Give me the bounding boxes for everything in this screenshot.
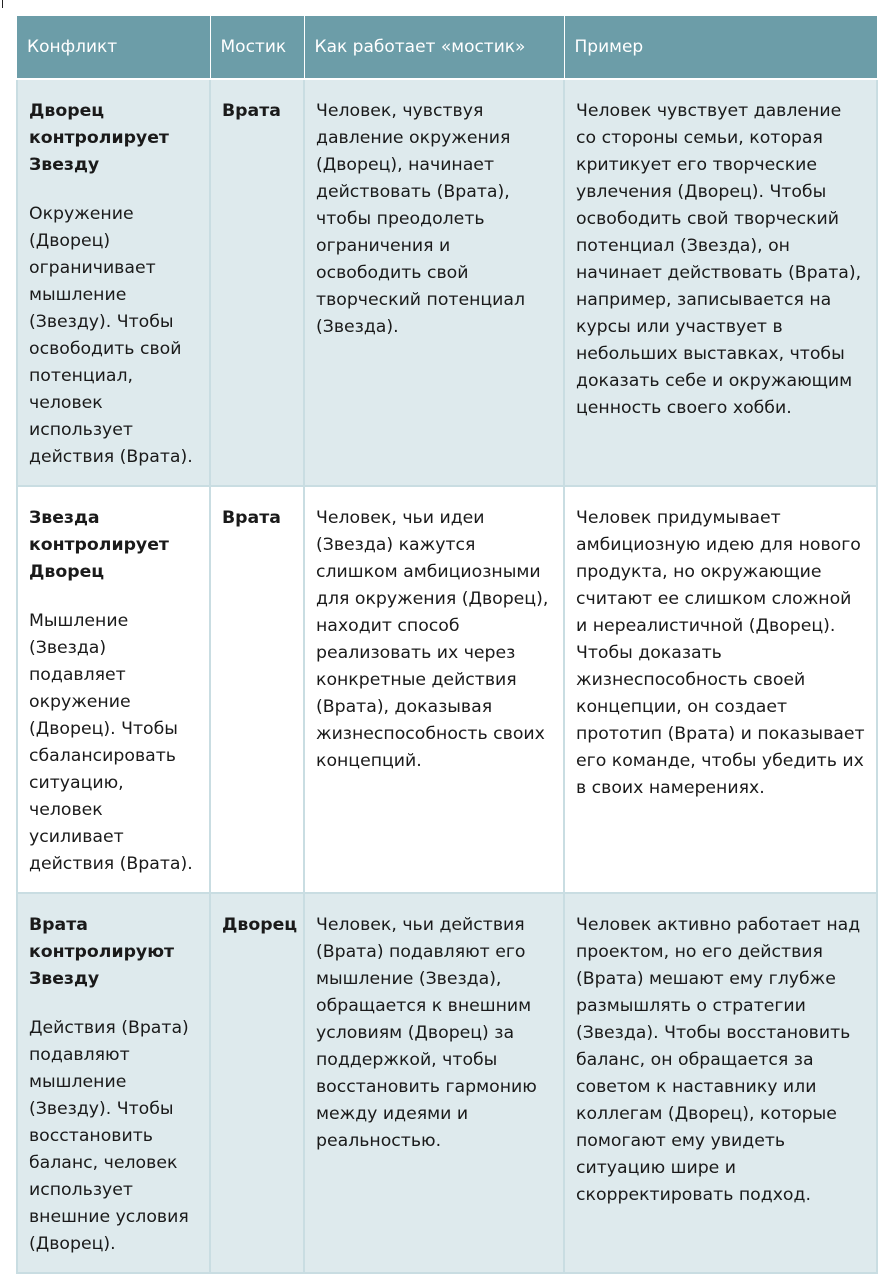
header-bridge: Мостик (210, 16, 304, 79)
table-row (17, 893, 877, 1273)
conflict-title: Дворец контролирует Звезду (29, 101, 169, 175)
how-text: Человек, чьи действия (Врата) подавляют его мышление (Звезда), обращается к внешним условиям (Дворец) за поддержкой, чтобы восстановить гармонию между идеями и реальностью. (316, 915, 537, 1151)
how-cell (304, 79, 564, 486)
conflict-title: Звезда контролирует Дворец (29, 508, 169, 582)
bridge-value: Врата (222, 101, 281, 121)
how-cell (304, 893, 564, 1273)
table-row (17, 486, 877, 893)
table-header-row (17, 16, 877, 79)
example-cell (564, 79, 877, 486)
bridge-value: Дворец (222, 915, 298, 935)
bridge-cell (210, 893, 304, 1273)
conflict-description: Действия (Врата) подавляют мышление (Звезду). Чтобы восстановить баланс, человек использует внешние условия (Дворец). (29, 1018, 189, 1254)
example-cell (564, 893, 877, 1273)
example-text: Человек активно работает над проектом, но его действия (Врата) мешают ему глубже размышлять о стратегии (Звезда). Чтобы восстановить баланс, он обращается за советом к наставнику или коллегам (Дворец), которые помогают ему увидеть ситуацию шире и скорректировать подход. (576, 915, 861, 1205)
example-text: Человек придумывает амбициозную идею для нового продукта, но окружающие считают ее слишком сложной и нереалистичной (Дворец). Чтобы доказать жизнеспособность своей концепции, он создает прототип (Врата) и показывает его команде, чтобы убедить их в своих намерениях. (576, 508, 865, 798)
bridge-cell (210, 486, 304, 893)
header-example: Пример (564, 16, 877, 79)
conflict-cell (17, 486, 210, 893)
conflicts-table (16, 16, 878, 1274)
conflict-cell (17, 893, 210, 1273)
example-cell (564, 486, 877, 893)
header-how: Как работает «мостик» (304, 16, 564, 79)
bridge-value: Врата (222, 508, 281, 528)
conflict-cell (17, 79, 210, 486)
example-text: Человек чувствует давление со стороны семьи, которая критикует его творческие увлечения (Дворец). Чтобы освободить свой творческий потенциал (Звезда), он начинает действовать (Врата), например, записывается на курсы или участвует в небольших выставках, чтобы доказать себе и окружающим ценность своего хобби. (576, 101, 862, 418)
how-text: Человек, чувствуя давление окружения (Дворец), начинает действовать (Врата), чтобы преодолеть ограничения и освободить свой творческий потенциал (Звезда). (316, 101, 526, 337)
how-text: Человек, чьи идеи (Звезда) кажутся слишком амбициозными для окружения (Дворец), находит способ реализовать их через конкретные действия (Врата), доказывая жизнеспособность своих концепций. (316, 508, 549, 771)
conflict-title: Врата контролируют Звезду (29, 915, 175, 989)
table-row (17, 79, 877, 486)
how-cell (304, 486, 564, 893)
header-conflict: Конфликт (17, 16, 210, 79)
conflict-description: Окружение (Дворец) ограничивает мышление (Звезду). Чтобы освободить свой потенциал, человек использует действия (Врата). (29, 204, 193, 467)
bridge-cell (210, 79, 304, 486)
conflict-description: Мышление (Звезда) подавляет окружение (Дворец). Чтобы сбалансировать ситуацию, человек усиливает действия (Врата). (29, 611, 193, 874)
text-cursor (2, 0, 3, 8)
